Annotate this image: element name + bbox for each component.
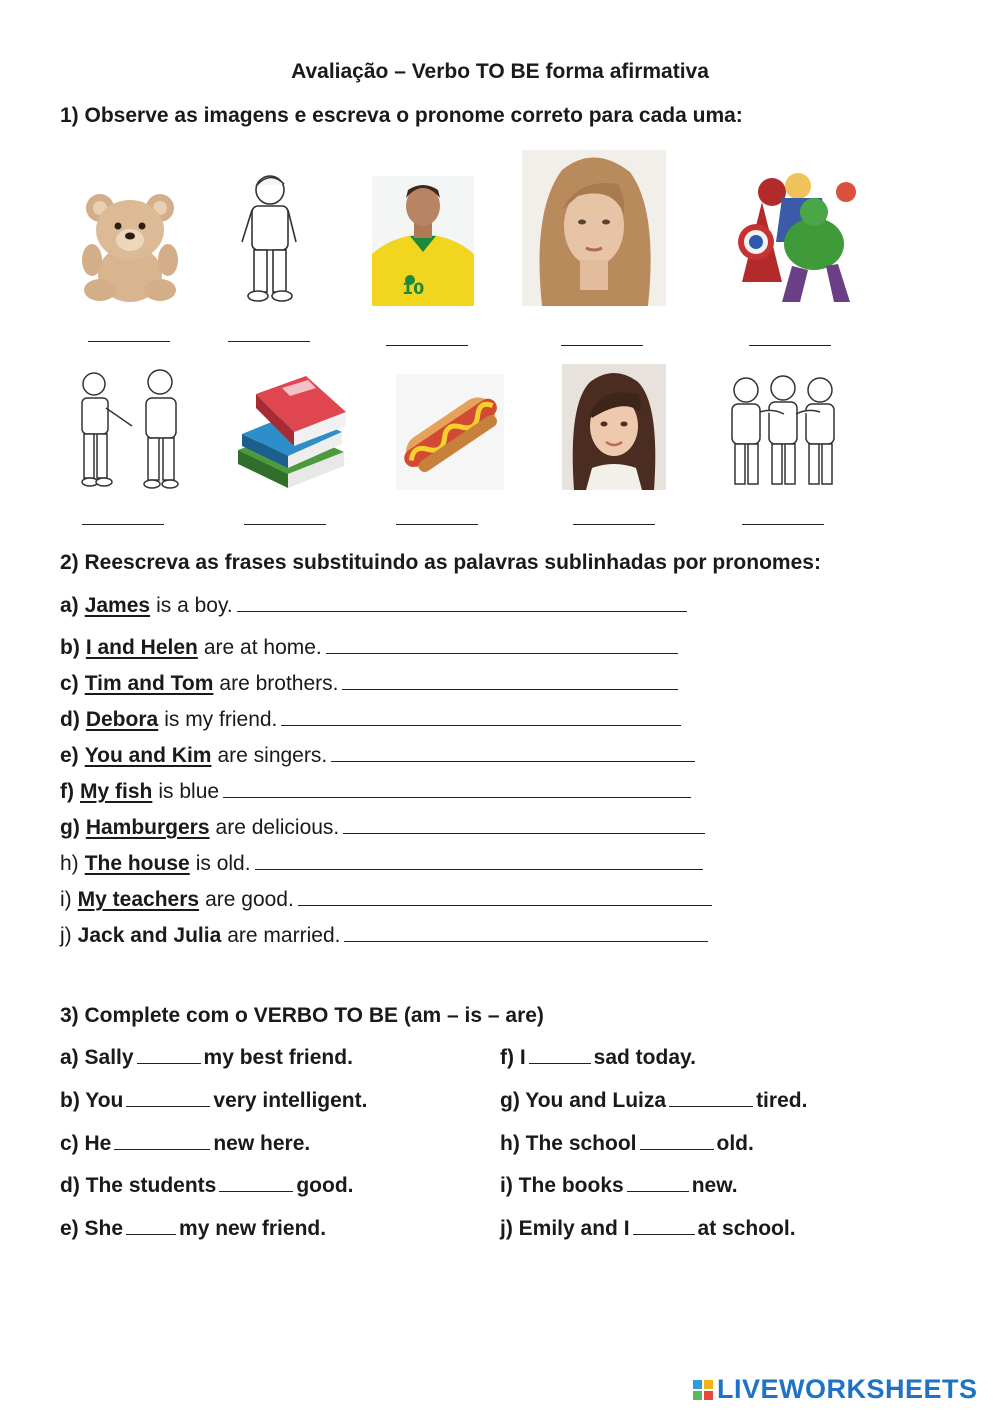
bold-subject: Jack and Julia <box>77 924 222 947</box>
answer-blank[interactable] <box>561 345 643 346</box>
teddy-bear-icon <box>78 190 182 304</box>
sentence-rest: are at home. <box>203 636 322 659</box>
answer-blank[interactable] <box>244 524 326 525</box>
item-label: d) <box>60 708 80 731</box>
answer-blank[interactable] <box>88 341 170 342</box>
sentence-rest: is my friend. <box>164 708 278 731</box>
sentence-rest: are brothers. <box>219 672 339 695</box>
underlined-subject: James <box>84 594 151 617</box>
verb-blank[interactable] <box>219 1176 293 1192</box>
sentence-rest: is old. <box>195 852 251 875</box>
fill-item <box>500 1217 796 1241</box>
underlined-subject: Hamburgers <box>85 816 210 839</box>
sentence-row <box>60 744 695 768</box>
fill-prefix: g) You and Luiza <box>500 1089 667 1112</box>
underlined-subject: I and Helen <box>85 636 198 659</box>
three-boys-icon <box>724 372 842 496</box>
fill-prefix: e) She <box>60 1217 124 1240</box>
verb-blank[interactable] <box>633 1219 695 1235</box>
fill-prefix: d) The students <box>60 1174 217 1197</box>
worksheet-title: Avaliação – Verbo TO BE forma afirmativa <box>291 60 709 83</box>
fill-item <box>500 1046 696 1070</box>
fill-prefix: i) The books <box>500 1174 624 1197</box>
verb-blank[interactable] <box>529 1048 591 1064</box>
books-icon <box>232 372 348 490</box>
sentence-rest: are married. <box>227 924 341 947</box>
svg-text:10: 10 <box>402 279 425 298</box>
verb-blank[interactable] <box>669 1091 753 1107</box>
verb-blank[interactable] <box>126 1219 176 1235</box>
answer-blank[interactable] <box>573 524 655 525</box>
sentence-row <box>60 780 691 804</box>
answer-blank[interactable] <box>749 345 831 346</box>
verb-blank[interactable] <box>627 1176 689 1192</box>
fill-suffix: new. <box>691 1174 738 1197</box>
question-1-heading: 1) Observe as imagens e escreva o pronome correto para cada uma: <box>60 104 743 127</box>
sentence-row <box>60 924 708 948</box>
sentence-rest: is a boy. <box>156 594 233 617</box>
verb-blank[interactable] <box>640 1134 714 1150</box>
fill-item <box>60 1046 353 1070</box>
item-label: a) <box>60 594 79 617</box>
item-label: i) <box>60 888 72 911</box>
fill-prefix: j) Emily and I <box>500 1217 630 1240</box>
football-player-icon <box>372 176 474 306</box>
item-label: b) <box>60 636 80 659</box>
underlined-subject: Tim and Tom <box>84 672 214 695</box>
fill-prefix: c) He <box>60 1132 112 1155</box>
sentence-row <box>60 708 681 732</box>
fill-suffix: tired. <box>756 1089 808 1112</box>
sentence-row <box>60 636 678 660</box>
answer-line[interactable] <box>331 745 695 762</box>
fill-item <box>60 1132 310 1156</box>
fill-suffix: my best friend. <box>203 1046 353 1069</box>
item-label: e) <box>60 744 79 767</box>
answer-blank[interactable] <box>742 524 824 525</box>
underlined-subject: My teachers <box>77 888 200 911</box>
boy-icon <box>238 170 302 304</box>
fill-item <box>60 1217 326 1241</box>
two-boys-icon <box>72 368 184 490</box>
fill-prefix: f) I <box>500 1046 526 1069</box>
fill-suffix: my new friend. <box>179 1217 327 1240</box>
hotdog-icon <box>396 374 504 490</box>
fill-suffix: good. <box>296 1174 354 1197</box>
fill-item <box>60 1174 354 1198</box>
item-label: j) <box>60 924 72 947</box>
question-3-heading: 3) Complete com o VERBO TO BE (am – is – are) <box>60 1004 544 1027</box>
sentence-rest: are delicious. <box>215 816 340 839</box>
answer-blank[interactable] <box>396 524 478 525</box>
fill-item <box>500 1174 738 1198</box>
underlined-subject: Debora <box>85 708 159 731</box>
item-label: f) <box>60 780 74 803</box>
item-label: g) <box>60 816 80 839</box>
fill-prefix: h) The school <box>500 1132 637 1155</box>
question-2-heading: 2) Reescreva as frases substituindo as palavras sublinhadas por pronomes: <box>60 551 821 574</box>
item-label: h) <box>60 852 79 875</box>
answer-line[interactable] <box>298 889 712 906</box>
fill-suffix: sad today. <box>593 1046 696 1069</box>
fill-item <box>500 1132 754 1156</box>
fill-suffix: new here. <box>213 1132 311 1155</box>
answer-blank[interactable] <box>82 524 164 525</box>
fill-prefix: a) Sally <box>60 1046 134 1069</box>
answer-blank[interactable] <box>386 345 468 346</box>
verb-blank[interactable] <box>126 1091 210 1107</box>
sentence-rest: are good. <box>205 888 294 911</box>
superheroes-icon <box>722 162 864 308</box>
underlined-subject: The house <box>84 852 190 875</box>
sentence-rest: are singers. <box>217 744 328 767</box>
sentence-row <box>60 672 678 696</box>
fill-suffix: at school. <box>697 1217 796 1240</box>
answer-line[interactable] <box>281 709 681 726</box>
answer-line[interactable] <box>255 853 703 870</box>
underlined-subject: My fish <box>80 780 153 803</box>
liveworksheets-logo <box>693 1374 978 1405</box>
fill-item <box>60 1089 367 1113</box>
woman-portrait-icon <box>522 150 666 306</box>
answer-line[interactable] <box>343 817 705 834</box>
answer-line[interactable] <box>344 925 708 942</box>
verb-blank[interactable] <box>114 1134 210 1150</box>
fill-suffix: very intelligent. <box>213 1089 368 1112</box>
item-label: c) <box>60 672 79 695</box>
girl-portrait-icon <box>562 364 666 490</box>
answer-line[interactable] <box>223 781 691 798</box>
answer-line[interactable] <box>342 673 678 690</box>
sentence-row <box>60 852 703 876</box>
sentence-row <box>60 888 712 912</box>
underlined-subject: You and Kim <box>84 744 212 767</box>
sentence-row <box>60 594 687 618</box>
fill-suffix: old. <box>716 1132 754 1155</box>
answer-blank[interactable] <box>228 341 310 342</box>
brand-mark-icon <box>693 1380 713 1400</box>
brand-name: LIVEWORKSHEETS <box>717 1374 978 1404</box>
sentence-row <box>60 816 705 840</box>
verb-blank[interactable] <box>137 1048 201 1064</box>
fill-item <box>500 1089 807 1113</box>
answer-line[interactable] <box>326 637 678 654</box>
answer-line[interactable] <box>237 595 687 612</box>
fill-prefix: b) You <box>60 1089 124 1112</box>
sentence-rest: is blue <box>158 780 220 803</box>
